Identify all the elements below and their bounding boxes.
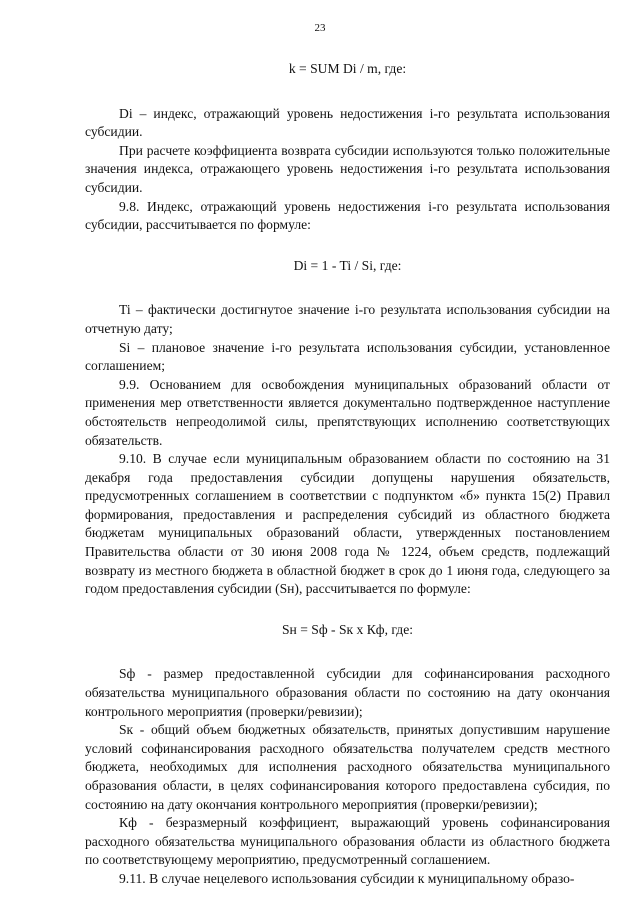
paragraph-di-definition: Di – индекс, отражающий уровень недостижения i-го результата использования субсидии. [85,105,610,140]
paragraph-sf-definition: Sф - размер предоставленной субсидии для софинансирования расходного обязательства муниципального образования области по состоянию на дату окончания контрольного мероприятия (проверки/ревизии); [85,666,610,719]
paragraph-sk-definition: Sк - общий объем бюджетных обязательств, принятых допустившим нарушение условий софинансирования расходного обязательства получателем средств местного бюджета, необходимых для исполнения расходного обязательства муниципального образования области, в целях софинансирования которого предоставлена субсидия, по состоянию на дату окончания контрольного мероприятия (проверки/ревизии); [85,722,610,812]
paragraph-positive-values: При расчете коэффициента возврата субсидии используются только положительные значения индекса, отражающего уровень недостижения i-го результата использования субсидии. [85,142,610,195]
paragraph-9-11: 9.11. В случае нецелевого использования субсидии к муниципальному образо- [119,870,575,886]
formula-di: Di = 1 - Ti / Si, где: [293,257,402,273]
formula-sn: Sн = Sф - Sк х Кф, где: [281,621,414,637]
page-number: 23 [314,22,326,34]
paragraph-kf-definition: Кф - безразмерный коэффициент, выражающий уровень софинансирования расходного обязательства муниципального образования области из областного бюджета по соответствующему мероприятию, предусмотренный соглашением. [85,815,610,868]
document-body [85,60,610,889]
paragraph-9-9: 9.9. Основанием для освобождения муниципальных образований области от применения мер ответственности является документально подтвержденное наступление обстоятельств непреодолимой силы, препятствующих исполнению соответствующих обязательств. [85,376,610,448]
formula-k: k = SUM Di / m, где: [288,61,407,76]
paragraph-si-definition: Si – плановое значение i-го результата использования субсидии, установленное соглашением; [85,339,610,374]
paragraph-9-10: 9.10. В случае если муниципальным образованием области по состоянию на 31 декабря года предоставления субсидии допущены нарушения обязательств, предусмотренных соглашением в соответствии с подпунктом «б» пункта 15(2) Правил формирования, предоставления и распределения субсидий из областного бюджета бюджетам муниципальных образований области, утвержденных постановлением Правительства области от 30 июня 2008 года № 1224, объем средств, подлежащий возврату из местного бюджета в областной бюджет в срок до 1 июня года, следующего за годом предоставления субсидии (Sн), рассчитывается по формуле: [85,451,610,597]
paragraph-ti-definition: Ti – фактически достигнутое значение i-го результата использования субсидии на отчетную дату; [85,302,610,336]
paragraph-9-8: 9.8. Индекс, отражающий уровень недостижения i-го результата использования субсидии, рассчитывается по формуле: [85,198,610,233]
